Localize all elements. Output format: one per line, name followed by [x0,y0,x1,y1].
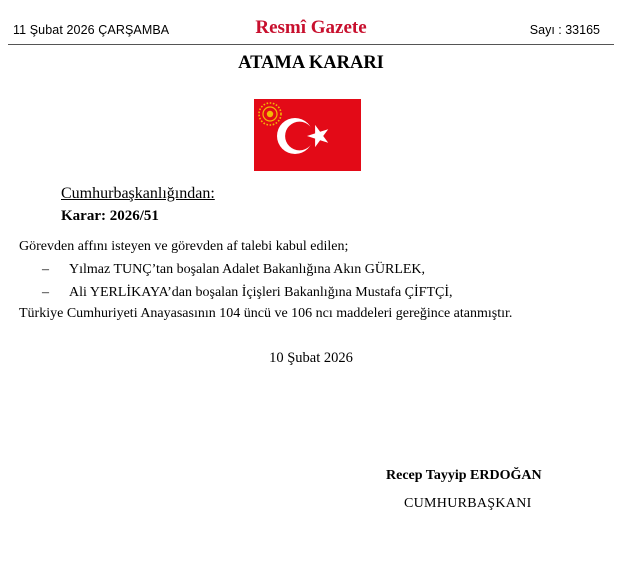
gazette-title: Resmî Gazete [255,17,367,38]
document-heading: ATAMA KARARI [238,53,384,73]
decision-number: Karar: 2026/51 [61,208,159,224]
list-dash: – [42,262,49,277]
decision-date: 10 Şubat 2026 [269,350,353,366]
gazette-issue-number: Sayı : 33165 [529,23,600,37]
header-divider [8,44,614,45]
decision-closing: Türkiye Cumhuriyeti Anayasasının 104 üncü ve 106 ncı maddeleri gereğince atanmıştır. [19,306,513,321]
list-item-text: Yılmaz TUNÇ’tan boşalan Adalet Bakanlığına Akın GÜRLEK, [69,262,426,277]
signer-title: CUMHURBAŞKANI [404,496,532,511]
issuing-office: Cumhurbaşkanlığından: [61,185,215,202]
turkish-flag-icon [254,99,361,171]
list-dash: – [42,285,49,300]
list-item-text: Ali YERLİKAYA’dan boşalan İçişleri Bakanlığına Mustafa ÇİFTÇİ, [69,285,453,300]
list-item [42,262,425,278]
signer-name: Recep Tayyip ERDOĞAN [386,468,542,483]
gazette-date: 11 Şubat 2026 ÇARŞAMBA [13,23,170,37]
decision-intro: Görevden affını isteyen ve görevden af talebi kabul edilen; [19,239,349,254]
list-item [42,285,453,301]
